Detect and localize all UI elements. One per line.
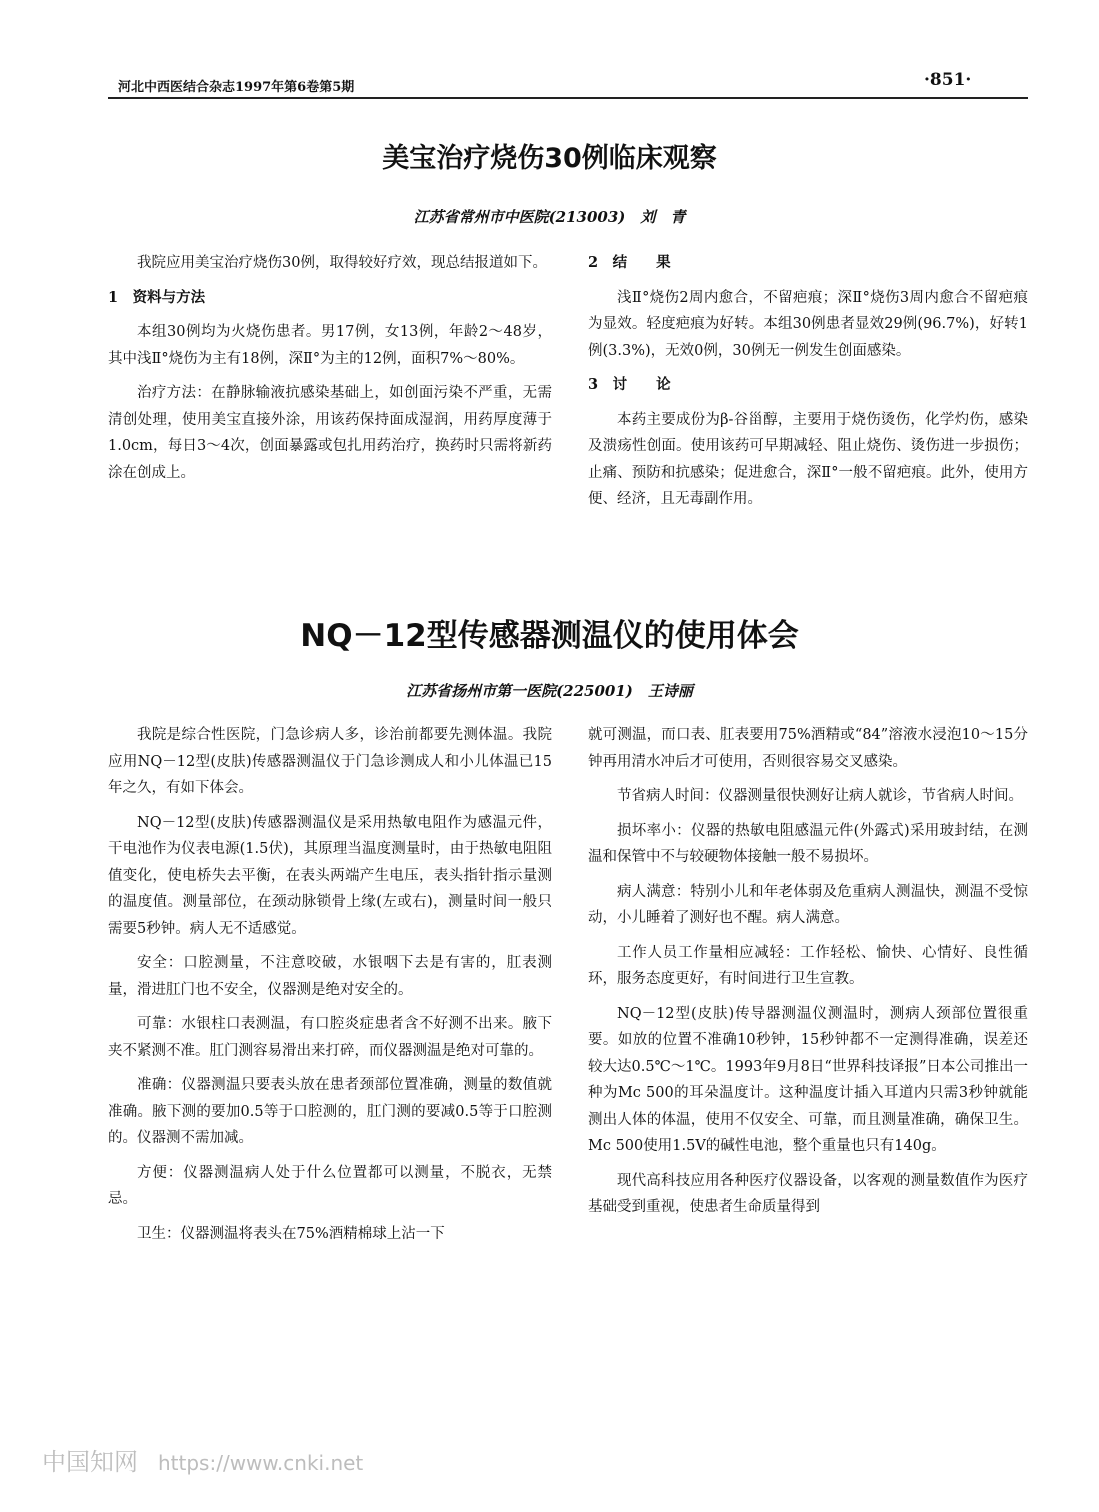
cnki-watermark bbox=[42, 1442, 363, 1477]
cnki-brand: 中国知网 bbox=[42, 1448, 138, 1476]
article1-section1-p1: 本组30例均为火烧伤患者。男17例，女13例，年龄2～48岁，其中浅Ⅱ°烧伤为主有18例，深Ⅱ°为主的12例，面积7%～80%。 bbox=[108, 324, 552, 367]
article2-paragraph: 安全：口腔测量，不注意咬破，水银咽下去是有害的，肛表测量，滑进肛门也不安全，仪器测是绝对安全的。 bbox=[108, 955, 552, 998]
article2-paragraph: 现代高科技应用各种医疗仪器设备，以客观的测量数值作为医疗基础受到重视，使患者生命质量得到 bbox=[588, 1172, 1028, 1215]
article1-intro: 我院应用美宝治疗烧伤30例，取得较好疗效，现总结报道如下。 bbox=[137, 255, 547, 271]
article1-section3-heading: 3 讨 论 bbox=[588, 376, 671, 393]
article2-paragraph: 卫生：仪器测温将表头在75%酒精棉球上沾一下 bbox=[137, 1225, 445, 1242]
header-rule bbox=[108, 97, 1028, 99]
article2-paragraph: 可靠：水银柱口表测温，有口腔炎症患者含不好测不出来。腋下夹不紧测不准。肛门测容易滑出来打碎，而仪器测温是绝对可靠的。 bbox=[108, 1016, 552, 1059]
article1-section1-p2: 治疗方法：在静脉输液抗感染基础上，如创面污染不严重，无需清创处理，使用美宝直接外涂，用该药保持面成湿润，用药厚度薄于1.0cm，每日3～4次，创面暴露或包扎用药治疗，换药时只需将新药涂在创成上。 bbox=[108, 385, 552, 481]
article2-paragraph: 工作人员工作量相应减轻：工作轻松、愉快、心情好、良性循环，服务态度更好，有时间进行卫生宣教。 bbox=[588, 944, 1028, 987]
journal-header: 河北中西医结合杂志1997年第6卷第5期 bbox=[118, 80, 355, 95]
article2-author: 江苏省扬州市第一医院(225001) 王诗丽 bbox=[406, 682, 693, 700]
article2-right-column bbox=[588, 722, 1028, 1229]
cnki-url: https://www.cnki.net bbox=[158, 1451, 364, 1475]
article2-paragraph: 节省病人时间：仪器测量很快测好让病人就诊，节省病人时间。 bbox=[617, 788, 1023, 804]
article2-paragraph: 我院是综合性医院，门急诊病人多，诊治前都要先测体温。我院应用NQ－12型(皮肤)传感器测温仪于门急诊测成人和小儿体温已15年之久，有如下体会。 bbox=[108, 727, 552, 796]
article1-section1-heading: 1 资料与方法 bbox=[108, 288, 206, 306]
article1-section2-heading: 2 结 果 bbox=[588, 254, 671, 271]
article2-left-column bbox=[108, 722, 552, 1255]
article1-author: 江苏省常州市中医院(213003) 刘 青 bbox=[413, 208, 686, 226]
article2-title: NQ－12型传感器测温仪的使用体会 bbox=[300, 618, 799, 654]
article1-right-column bbox=[588, 250, 1028, 521]
article2-paragraph: 损坏率小：仪器的热敏电阻感温元件(外露式)采用玻封结，在测温和保管中不与较硬物体接触一般不易损坏。 bbox=[588, 822, 1028, 865]
page-number: ·851· bbox=[924, 70, 972, 90]
article1-title: 美宝治疗烧伤30例临床观察 bbox=[382, 143, 717, 174]
article2-paragraph: 准确：仪器测温只要表头放在患者颈部位置准确，测量的数值就准确。腋下测的要加0.5等于口腔测的，肛门测的要减0.5等于口腔测的。仪器测不需加减。 bbox=[108, 1077, 552, 1146]
article2-paragraph-continued: 就可测温，而口表、肛表要用75%酒精或“84”溶液水浸泡10～15分钟再用清水冲后才可使用，否则很容易交叉感染。 bbox=[588, 727, 1028, 770]
article1-section3-p1: 本药主要成份为β-谷甾醇，主要用于烧伤烫伤，化学灼伤，感染及溃疡性创面。使用该药可早期减轻、阻止烧伤、烫伤进一步损伤；止痛、预防和抗感染；促进愈合，深Ⅱ°一般不留疤痕。此外，使用方便、经济，且无毒副作用。 bbox=[588, 411, 1028, 507]
article1-section2-p1: 浅Ⅱ°烧伤2周内愈合，不留疤痕；深Ⅱ°烧伤3周内愈合不留疤痕为显效。轻度疤痕为好转。本组30例患者显效29例(96.7%)，好转1例(3.3%)，无效0例，30例无一例发生创面感染。 bbox=[588, 289, 1028, 359]
article2-paragraph: 病人满意：特别小儿和年老体弱及危重病人测温快，测温不受惊动，小儿睡着了测好也不醒。病人满意。 bbox=[588, 883, 1028, 926]
article2-paragraph: NQ－12型(皮肤)传导器测温仪测温时，测病人颈部位置很重要。如放的位置不准确10秒钟，15秒钟都不一定测得准确，误差还较大达0.5℃～1℃。1993年9月8日“世界科技译报”日本公司推出一种为Mc 500的耳朵温度计。这种温度计插入耳道内只需3秒钟就能测出人体的体温，使用不仅安全、可靠，而且测量准确，确保卫生。Mc 500使用1.5V的碱性电池，整个重量也只有140g。 bbox=[588, 1005, 1028, 1154]
article2-paragraph: 方便：仪器测温病人处于什么位置都可以测量，不脱衣，无禁忌。 bbox=[108, 1164, 552, 1207]
article2-paragraph: NQ－12型(皮肤)传感器测温仪是采用热敏电阻作为感温元件，干电池作为仪表电源(1.5伏)，其原理当温度测量时，由于热敏电阻阻值变化，使电桥失去平衡，在表头两端产生电压，表头指针指示量测的温度值。测量部位，在颈动脉锁骨上缘(左或右)，测量时间一般只需要5秒钟。病人无不适感觉。 bbox=[108, 814, 552, 937]
article1-left-column bbox=[108, 250, 552, 494]
